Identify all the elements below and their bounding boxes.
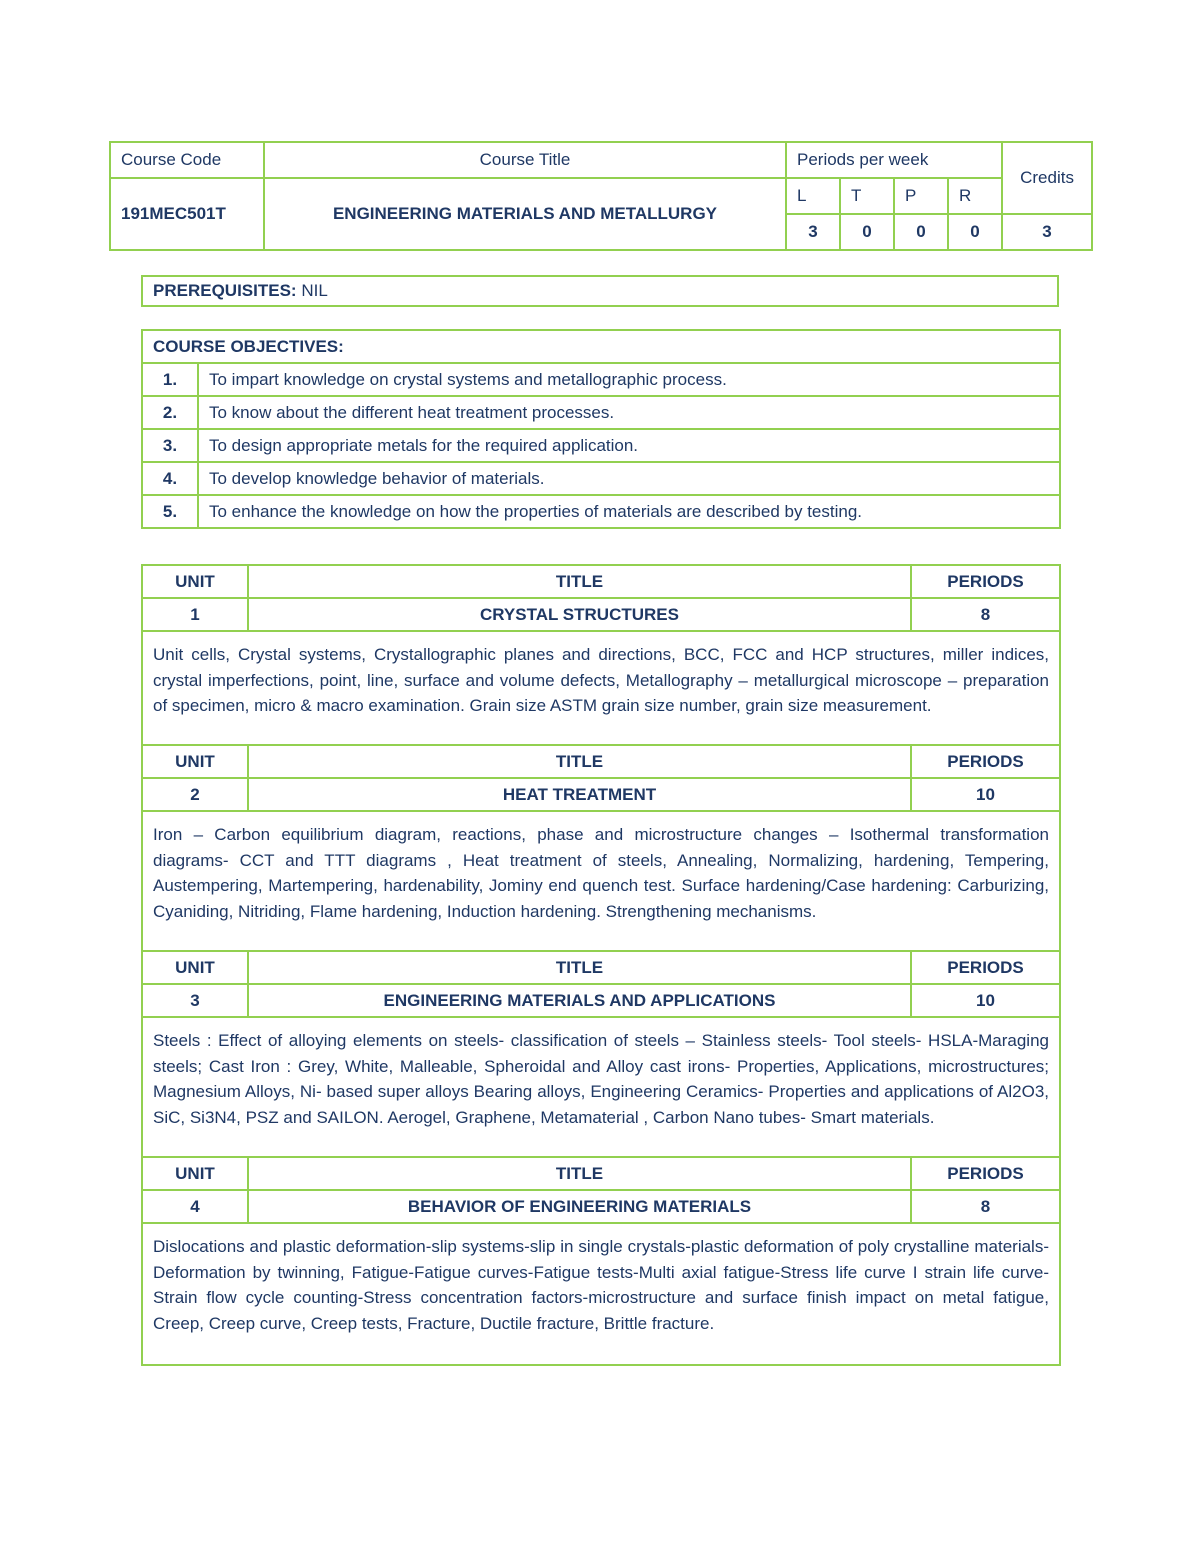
objective-number: 5. — [142, 495, 198, 528]
unit-title: CRYSTAL STRUCTURES — [248, 598, 911, 631]
objective-number: 2. — [142, 396, 198, 429]
credits-label: Credits — [1002, 142, 1092, 214]
unit-header-row — [142, 1157, 1060, 1190]
unit-periods: 10 — [911, 984, 1060, 1017]
unit-periods: 10 — [911, 778, 1060, 811]
title-col-label: TITLE — [248, 951, 911, 984]
unit-number: 4 — [142, 1190, 248, 1223]
r-value: 0 — [948, 214, 1002, 250]
unit-header-row — [142, 745, 1060, 778]
p-label: P — [894, 178, 948, 214]
course-code: 191MEC501T — [110, 178, 264, 250]
unit-content: Steels : Effect of alloying elements on steels- classification of steels – Stainless steels- Tool steels- HSLA-Maraging steels; Cast Iron : Grey, White, Malleable, Spheroidal and Alloy cast irons- Properties, Applications, microstructures; Magnesium Alloys, Ni- based super alloys Bearing alloys, Engineering Ceramics- Properties and applications of Al2O3, SiC, Si3N4, PSZ and SAILON. Aerogel, Graphene, Metamaterial , Carbon Nano tubes- Smart materials. — [142, 1017, 1060, 1157]
prerequisites-table — [141, 275, 1059, 307]
unit-col-label: UNIT — [142, 951, 248, 984]
unit-title: HEAT TREATMENT — [248, 778, 911, 811]
objective-number: 1. — [142, 363, 198, 396]
prerequisites-row — [142, 276, 1058, 306]
course-title-label: Course Title — [264, 142, 786, 178]
course-header-table — [109, 141, 1093, 251]
units-table — [141, 564, 1061, 1366]
periods-col-label: PERIODS — [911, 951, 1060, 984]
unit-col-label: UNIT — [142, 1157, 248, 1190]
periods-col-label: PERIODS — [911, 1157, 1060, 1190]
title-col-label: TITLE — [248, 1157, 911, 1190]
unit-row — [142, 984, 1060, 1017]
prerequisites-label: PREREQUISITES: — [153, 281, 297, 300]
course-objectives-table — [141, 329, 1061, 529]
course-title: ENGINEERING MATERIALS AND METALLURGY — [264, 178, 786, 250]
unit-header-row — [142, 951, 1060, 984]
objective-text: To design appropriate metals for the required application. — [198, 429, 1060, 462]
objective-row — [142, 396, 1060, 429]
objective-row — [142, 429, 1060, 462]
unit-periods: 8 — [911, 598, 1060, 631]
l-value: 3 — [786, 214, 840, 250]
unit-header-row — [142, 565, 1060, 598]
unit-number: 3 — [142, 984, 248, 1017]
r-label: R — [948, 178, 1002, 214]
title-col-label: TITLE — [248, 565, 911, 598]
unit-col-label: UNIT — [142, 565, 248, 598]
unit-title: BEHAVIOR OF ENGINEERING MATERIALS — [248, 1190, 911, 1223]
t-label: T — [840, 178, 894, 214]
objective-text: To impart knowledge on crystal systems and metallographic process. — [198, 363, 1060, 396]
title-col-label: TITLE — [248, 745, 911, 778]
unit-row — [142, 778, 1060, 811]
periods-per-week-label: Periods per week — [786, 142, 1002, 178]
course-code-label: Course Code — [110, 142, 264, 178]
prerequisites-value: NIL — [296, 281, 328, 300]
objective-row — [142, 363, 1060, 396]
unit-row — [142, 1190, 1060, 1223]
unit-title: ENGINEERING MATERIALS AND APPLICATIONS — [248, 984, 911, 1017]
periods-col-label: PERIODS — [911, 745, 1060, 778]
unit-content: Dislocations and plastic deformation-slip systems-slip in single crystals-plastic deformation of poly crystalline materials-Deformation by twinning, Fatigue-Fatigue curves-Fatigue tests-Multi axial fatigue-Stress life curve I strain life curve-Strain flow cycle counting-Stress concentration factors-microstructure and surface finish impact on metal fatigue, Creep, Creep curve, Creep tests, Fracture, Ductile fracture, Brittle fracture. — [142, 1223, 1060, 1365]
unit-content: Unit cells, Crystal systems, Crystallographic planes and directions, BCC, FCC and HCP structures, miller indices, crystal imperfections, point, line, surface and volume defects, Metallography – metallurgical microscope – preparation of specimen, micro & macro examination. Grain size ASTM grain size number, grain size measurement. — [142, 631, 1060, 745]
unit-number: 1 — [142, 598, 248, 631]
unit-col-label: UNIT — [142, 745, 248, 778]
unit-row — [142, 598, 1060, 631]
unit-content: Iron – Carbon equilibrium diagram, reactions, phase and microstructure changes – Isothermal transformation diagrams- CCT and TTT diagrams , Heat treatment of steels, Annealing, Normalizing, hardening, Tempering, Austempering, Martempering, hardenability, Jominy end quench test. Surface hardening/Case hardening: Carburizing, Cyaniding, Nitriding, Flame hardening, Induction hardening. Strengthening mechanisms. — [142, 811, 1060, 951]
objective-text: To develop knowledge behavior of materials. — [198, 462, 1060, 495]
objective-text: To know about the different heat treatment processes. — [198, 396, 1060, 429]
objective-number: 4. — [142, 462, 198, 495]
t-value: 0 — [840, 214, 894, 250]
credits-value: 3 — [1002, 214, 1092, 250]
l-label: L — [786, 178, 840, 214]
p-value: 0 — [894, 214, 948, 250]
objective-number: 3. — [142, 429, 198, 462]
unit-number: 2 — [142, 778, 248, 811]
objective-row — [142, 462, 1060, 495]
objective-text: To enhance the knowledge on how the properties of materials are described by testing. — [198, 495, 1060, 528]
periods-col-label: PERIODS — [911, 565, 1060, 598]
unit-periods: 8 — [911, 1190, 1060, 1223]
objective-row — [142, 495, 1060, 528]
objectives-label: COURSE OBJECTIVES: — [142, 330, 1060, 363]
